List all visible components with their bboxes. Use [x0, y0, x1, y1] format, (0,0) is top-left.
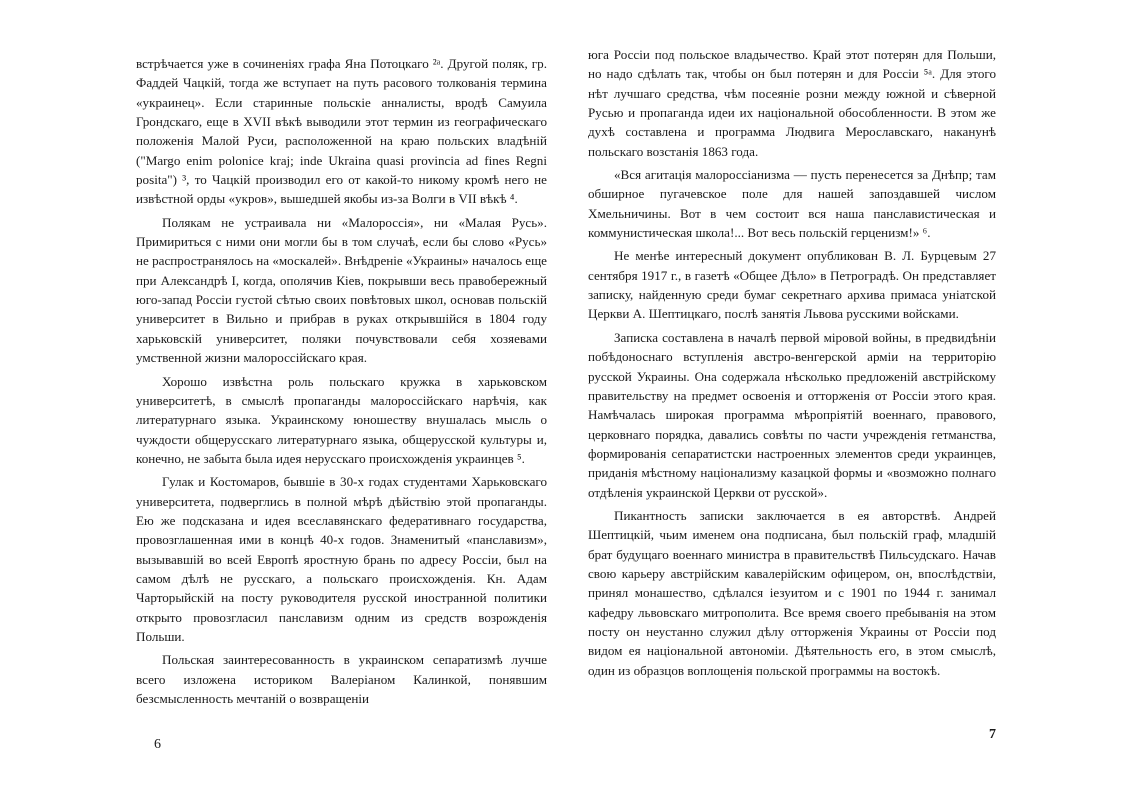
- paragraph: юга Россіи под польское владычество. Край этот потерян для Польши, но надо сдѣлать так, чтобы он был потерян и для Россіи ⁵ᵃ. Для этого нѣт лучшаго средства, чѣм посеяніе розни между южной и сѣверной Русью и пропаганда идеи их національной обособленности. В этом же духѣ составлена и программа Людвига Мерославскаго, наканунѣ польскаго возстанія 1863 года.: [588, 47, 996, 159]
- paragraph: Не менѣе интересный документ опубликован В. Л. Бурцевым 27 сентября 1917 г., в газетѣ «Общее Дѣло» в Петроградѣ. Он представляет записку, найденную среди бумаг секретнаго архива примаса уніатской Церкви А. Шептицкаго, послѣ занятія Львова русскими войсками.: [588, 248, 996, 322]
- paragraph: «Вся агитація малороссіанизма — пусть перенесется за Днѣпр; там обширное пугачевское поле для нашей запоздавшей числом Хмельничины. Вот в чем состоит вся наша панславистическая и коммунистическая школа!... Вот весь польскій герценизм!» ⁶.: [588, 167, 996, 241]
- paragraph: Полякам не устраивала ни «Малороссія», ни «Малая Русь». Примириться с ними они могли бы в том случаѣ, если бы слово «Русь» не распространялось на «москалей». Внѣдреніе «Украины» началось еще при Александрѣ I, когда, ополячив Кіев, покрывши весь правобережный юго-запад Россіи густой сѣтью своих повѣтовых школ, основав польскій университет в Вильно и прибрав в руках открывшійся в 1804 году харьковскій университет, поляки почувствовали себя хозяевами умственной жизни малороссійскаго края.: [136, 214, 547, 366]
- paragraph: Польская заинтересованность в украинском сепаратизмѣ лучше всего изложена историком Валеріаном Калинкой, понявшим безсмысленность мечтаній о возвращеніи: [136, 652, 547, 706]
- right-page: [566, 0, 1132, 800]
- right-text-column: [588, 45, 996, 680]
- paragraph: Пикантность записки заключается в ея авторствѣ. Андрей Шептицкій, чьим именем она подписана, был польскій граф, младшій брат будущаго военнаго министра в правительствѣ Пильсудскаго. Начав свою карьеру австрійским кавалерійским офицером, он, впослѣдствіи, принял монашество, сдѣлался іезуитом и с 1901 по 1944 г. занимал кафедру львовскаго митрополита. Все время своего пребыванія на этом посту он неустанно служил дѣлу отторженія Украины от Россіи под видом ея національной автономіи. Дѣятельность его, в этом смыслѣ, один из образцов воплощенія польской программы на востокѣ.: [588, 507, 996, 678]
- paragraph: Гулак и Костомаров, бывшіе в 30-х годах студентами Харьковскаго университета, подверглись в полной мѣрѣ дѣйствію этой пропаганды. Ею же подсказана и идея всеславянскаго федеративнаго государства, провозглашенная ими в концѣ 40-х годов. Знаменитый «панславизм», вызывавшій во всей Европѣ яростную брань по адресу Россіи, был на самом дѣлѣ не русскаго, а польскаго происхожденія. Кн. Адам Чарторыйскій на посту руководителя русской иностранной политики открыто провозгласил панславизм одним из средств возрожденія Польши.: [136, 474, 547, 644]
- paragraph: встрѣчается уже в сочиненіях графа Яна Потоцкаго ²ᵃ. Другой поляк, гр. Фаддей Чацкій, тогда же вступает на путь расового толкованія термина «украинец». Если старинные польскіе анналисты, вродѣ Самуила Грондскаго, еще в XVII вѣкѣ выводили этот термин из географическаго положенія Малой Руси, расположенной на краю польских владѣній ("Margo enim polonice kraj; inde Ukraina quasi provincia ad fines Regni posita") ³, то Чацкій производил его от какой-то никому кромѣ него не извѣстной орды «укров», вышедшей якобы из-за Волги в VII вѣкѣ ⁴.: [136, 56, 547, 207]
- page-number-left: 6: [154, 737, 161, 752]
- left-text-column: [136, 54, 547, 708]
- paragraph: Хорошо извѣстна роль польскаго кружка в харьковском университетѣ, в смыслѣ пропаганды малороссійскаго нарѣчія, как литературнаго языка. Украинскому юношеству внушалась мысль о чуждости общерусскаго литературнаго языка, общерусской культуры и, конечно, не забыта была идея нерусскаго происхожденія украинцев ⁵.: [136, 373, 547, 466]
- page-number-right: 7: [989, 727, 996, 742]
- paragraph: Записка составлена в началѣ первой міровой войны, в предвидѣніи побѣдоноснаго вступленія австро-венгерской арміи на территорію русской Украины. Она содержала нѣсколько предложеній австрійскому правительству на предмет освоенія и отторженія от Россіи этого края. Намѣчалась широкая программа мѣропріятій военнаго, правового, церковнаго порядка, давались совѣты по части учрежденія гетманства, формированія сепаратистски настроенных элементов среди украинцев, приданія мѣстному націонализму казацкой формы и «возможно полнаго отдѣленія украинской Церкви от русской».: [588, 329, 996, 500]
